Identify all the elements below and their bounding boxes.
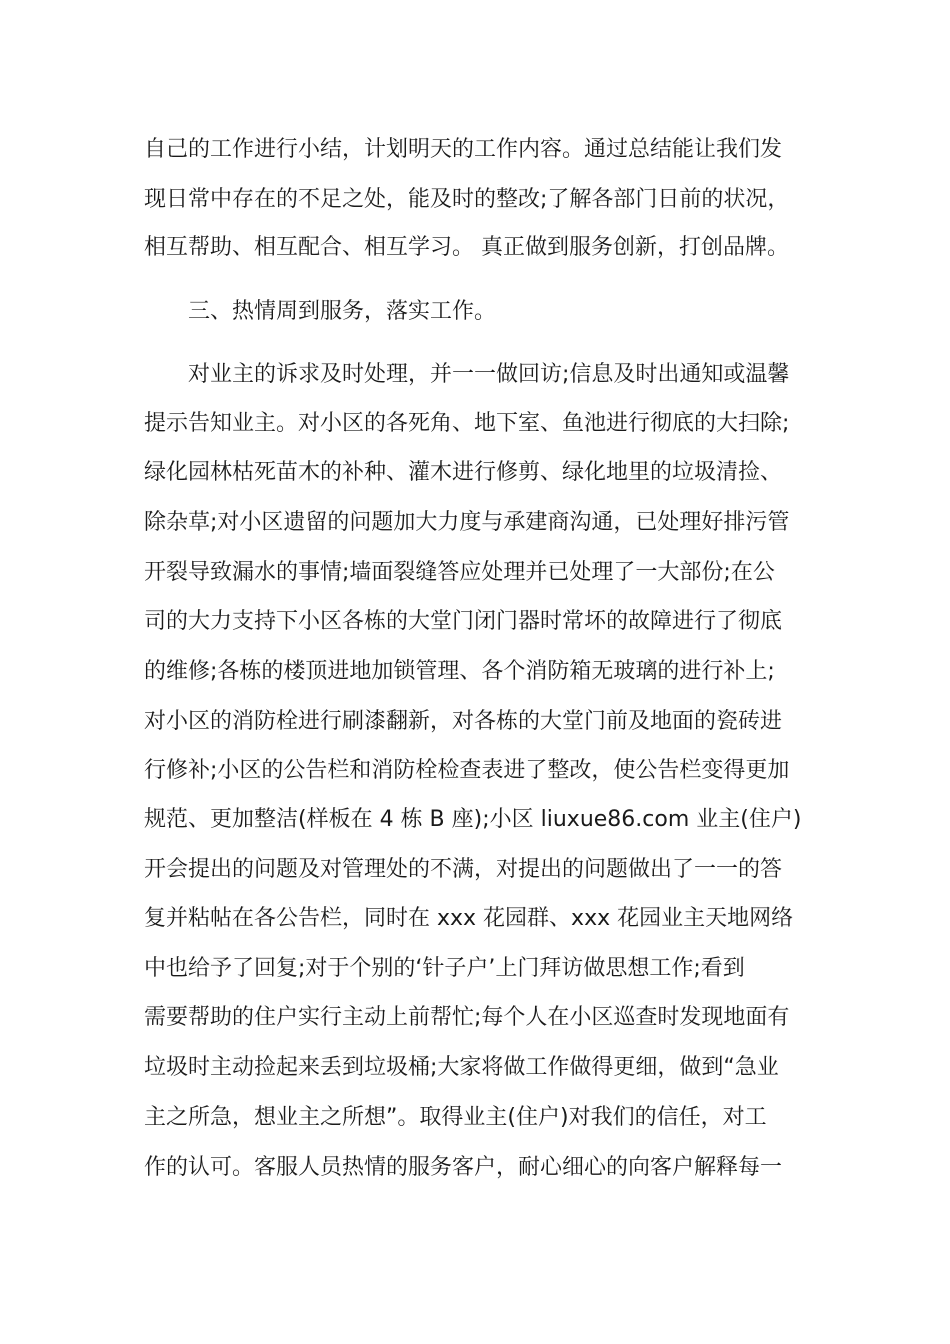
paragraph-line: 提示告知业主。对小区的各死角、地下室、鱼池进行彻底的大扫除; bbox=[144, 411, 790, 436]
paragraph-line: 相互帮助、相互配合、相互学习。 真正做到服务创新，打创品牌。 bbox=[144, 235, 789, 260]
paragraph-line: 主之所急，想业主之所想”。取得业主(住户)对我们的信任，对工 bbox=[144, 1105, 767, 1130]
paragraph-line: 垃圾时主动捡起来丢到垃圾桶;大家将做工作做得更细，做到“急业 bbox=[144, 1055, 779, 1080]
paragraph-line: 除杂草;对小区遗留的问题加大力度与承建商沟通，已处理好排污管 bbox=[144, 510, 790, 535]
section-heading: 三、热情周到服务，落实工作。 bbox=[188, 299, 497, 324]
paragraph-line: 行修补;小区的公告栏和消防栓检查表进了整改，使公告栏变得更加 bbox=[144, 758, 790, 783]
paragraph-line: 绿化园林枯死苗木的补种、灌木进行修剪、绿化地里的垃圾清捡、 bbox=[144, 460, 783, 485]
paragraph-line: 需要帮助的住户实行主动上前帮忙;每个人在小区巡查时发现地面有 bbox=[144, 1005, 790, 1030]
paragraph-line: 复并粘帖在各公告栏，同时在 xxx 花园群、xxx 花园业主天地网络 bbox=[144, 906, 794, 931]
paragraph-line: 对小区的消防栓进行刷漆翻新，对各栋的大堂门前及地面的瓷砖进 bbox=[144, 709, 783, 734]
paragraph-line: 的维修;各栋的楼顶进地加锁管理、各个消防箱无玻璃的进行补上; bbox=[144, 659, 775, 684]
paragraph-line: 规范、更加整洁(样板在 4 栋 B 座);小区 liuxue86.com 业主(住户) bbox=[144, 807, 802, 832]
paragraph-line: 对业主的诉求及时处理，并一一做回访;信息及时出通知或温馨 bbox=[188, 362, 790, 387]
paragraph-line: 现日常中存在的不足之处，能及时的整改;了解各部门日前的状况， bbox=[144, 187, 790, 212]
paragraph-line: 司的大力支持下小区各栋的大堂门闭门器时常坏的故障进行了彻底 bbox=[144, 609, 783, 634]
paragraph-line: 开裂导致漏水的事情;墙面裂缝答应处理并已处理了一大部份;在公 bbox=[144, 560, 775, 585]
paragraph-line: 作的认可。客服人员热情的服务客户，耐心细心的向客户解释每一 bbox=[144, 1155, 783, 1180]
paragraph-line: 自己的工作进行小结，计划明天的工作内容。通过总结能让我们发 bbox=[144, 137, 783, 162]
paragraph-line: 开会提出的问题及对管理处的不满，对提出的问题做出了一一的答 bbox=[144, 857, 783, 882]
paragraph-line: 中也给予了回复;对于个别的‘针子户’上门拜访做思想工作;看到 bbox=[144, 956, 745, 981]
